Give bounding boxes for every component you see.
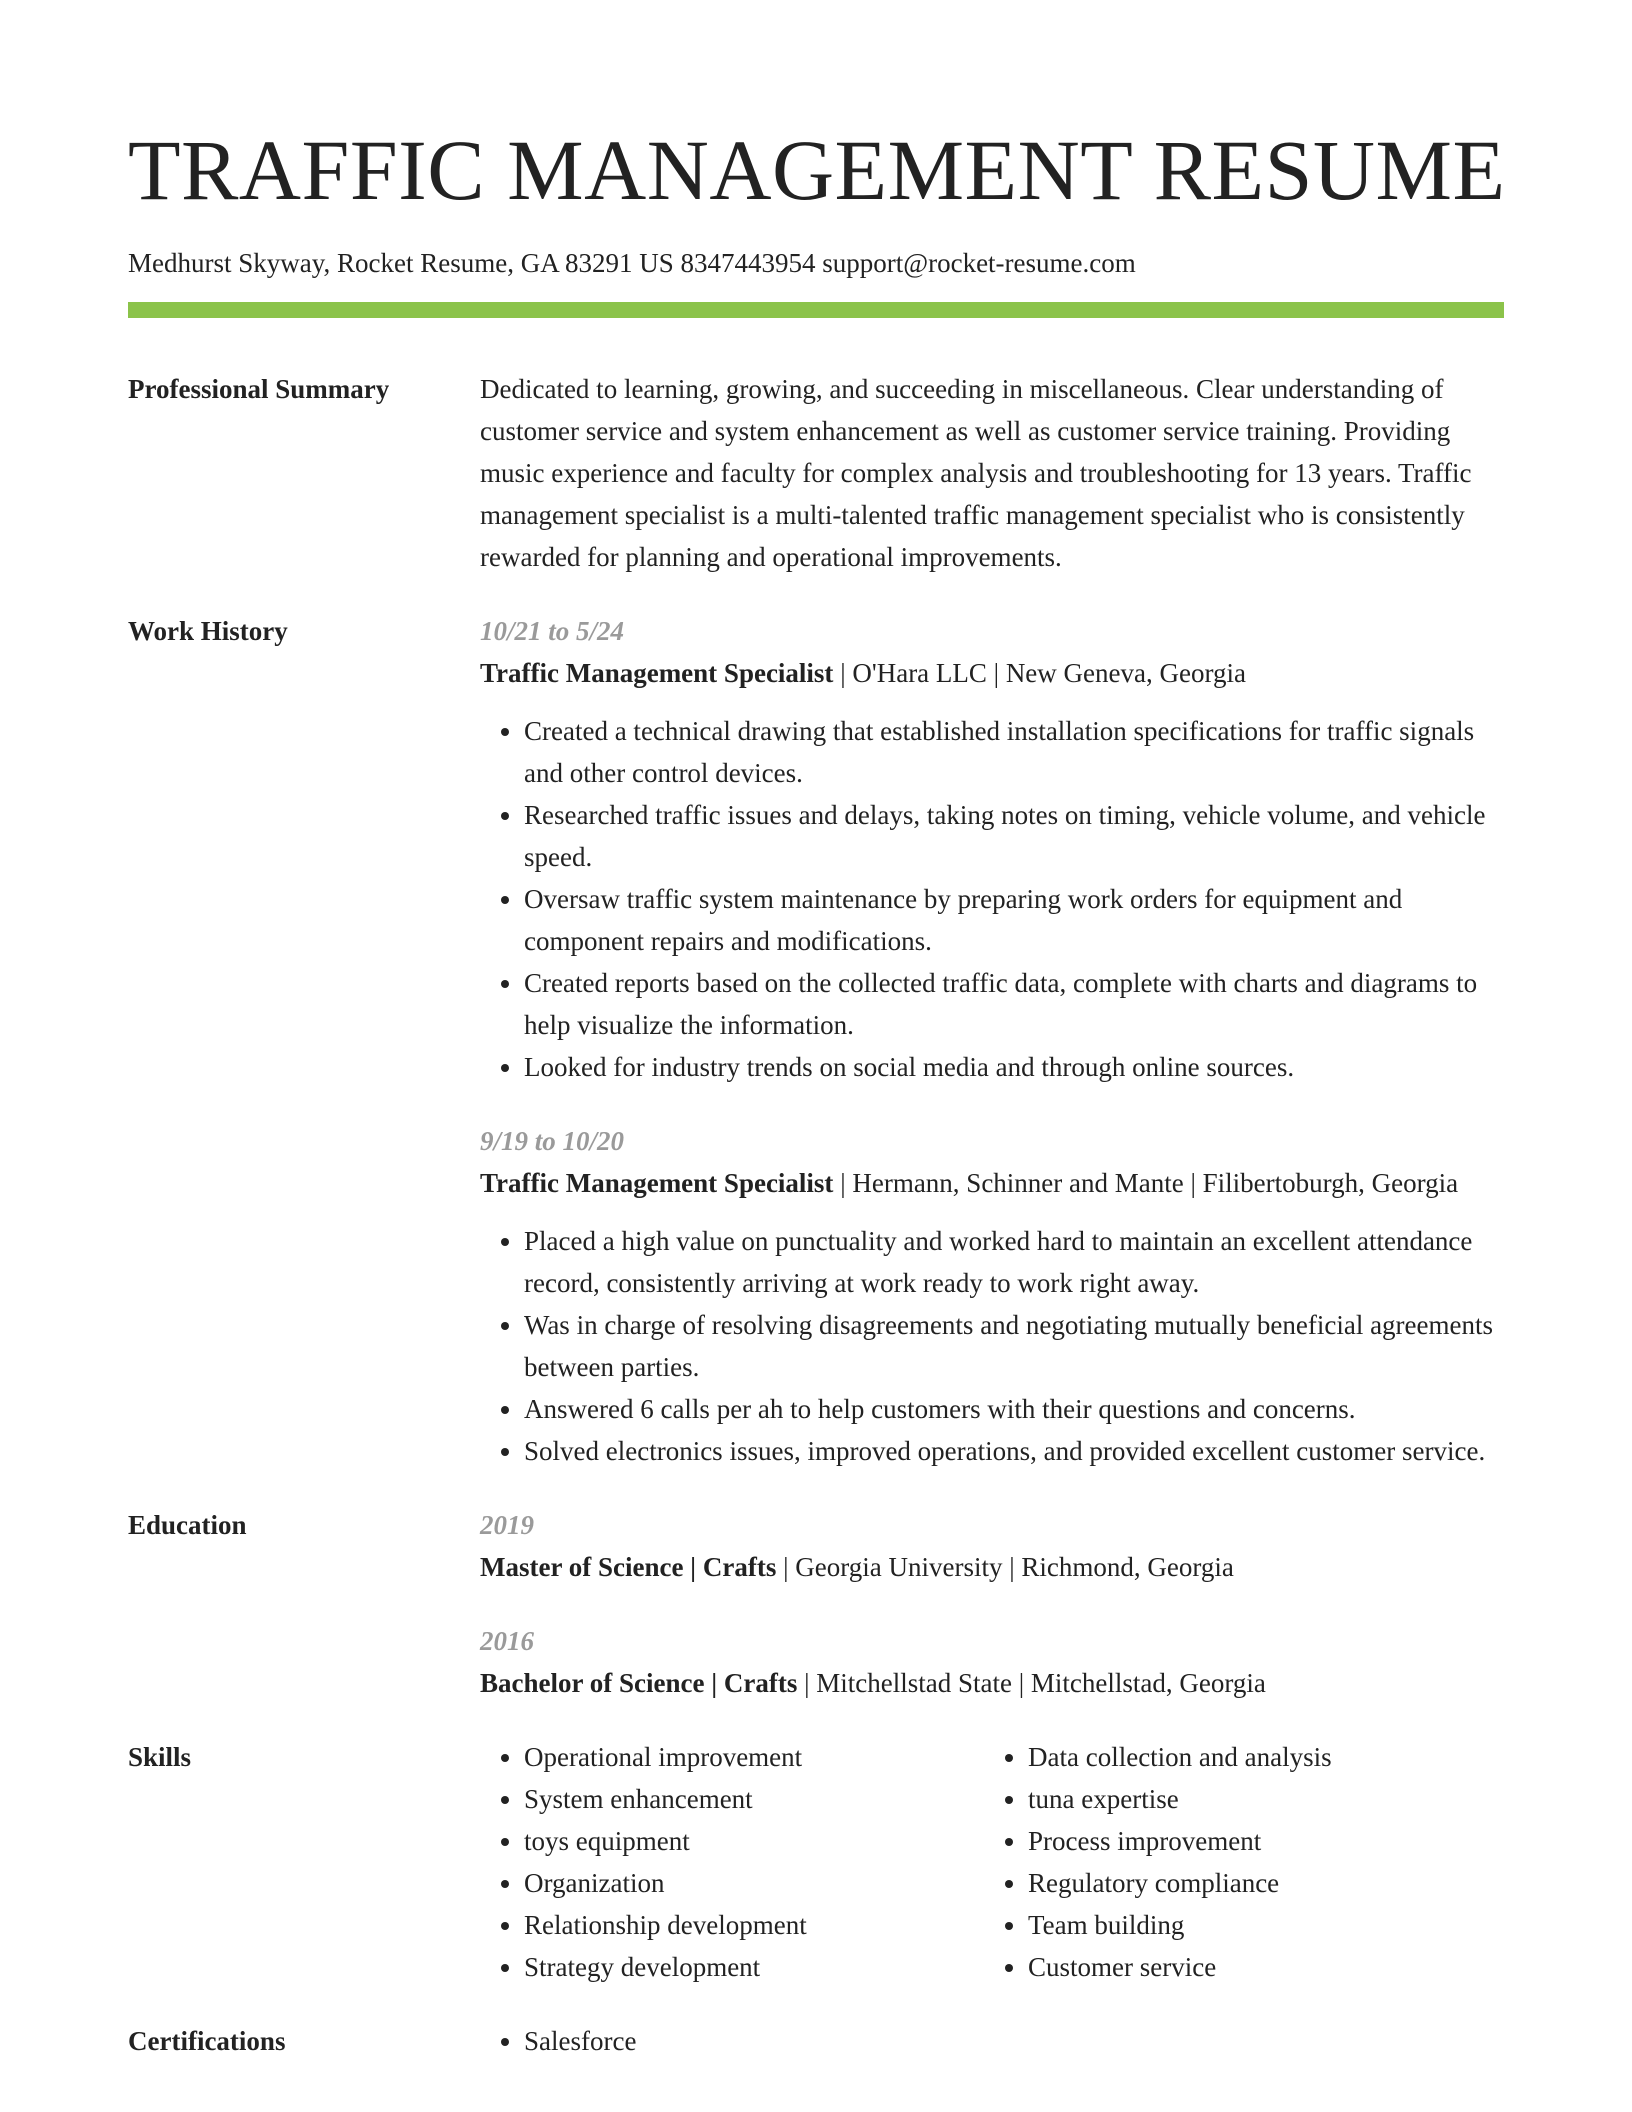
education-degree: Bachelor of Science | Crafts [480, 1668, 798, 1698]
job-bullet: • Researched traffic issues and delays, taking notes on timing, vehicle volume, and vehicle speed. [524, 794, 1504, 878]
job-bullet: • Solved electronics issues, improved operations, and provided excellent customer service. [524, 1430, 1504, 1472]
job-dates: 9/19 to 10/20 [480, 1126, 625, 1156]
job-bullet: • Placed a high value on punctuality and worked hard to maintain an excellent attendance record, consistently arriving at work ready to work right away. [524, 1220, 1504, 1304]
skill-item: • System enhancement [524, 1778, 984, 1820]
job-bullets [480, 710, 1504, 1088]
education-entry [480, 1620, 1504, 1704]
resume-title: TRAFFIC MANAGEMENT RESUME [128, 122, 1506, 218]
section-label-summary: Professional Summary [128, 374, 390, 404]
education-line [480, 1546, 1504, 1588]
skill-item: • Organization [524, 1862, 984, 1904]
job-title: Traffic Management Specialist [480, 1168, 834, 1198]
skills-section [128, 1736, 1504, 1988]
education-entry [480, 1504, 1504, 1588]
certifications-bullets [480, 2020, 1504, 2062]
certification-item: • Salesforce [524, 2020, 1504, 2062]
skill-item: • tuna expertise [1028, 1778, 1488, 1820]
education-details: | Georgia University | Richmond, Georgia [776, 1552, 1234, 1582]
contact-line [128, 246, 1504, 280]
section-label-work: Work History [128, 616, 288, 646]
skill-item: • Process improvement [1028, 1820, 1488, 1862]
education-line [480, 1662, 1504, 1704]
contact-phone: 8347443954 [680, 248, 816, 278]
section-label-skills: Skills [128, 1742, 192, 1772]
skill-item: • Regulatory compliance [1028, 1862, 1488, 1904]
work-history-section [128, 610, 1504, 1472]
skill-item: • Customer service [1028, 1946, 1488, 1988]
job-details: | Hermann, Schinner and Mante | Filibertoburgh, Georgia [833, 1168, 1459, 1198]
job-details: | O'Hara LLC | New Geneva, Georgia [833, 658, 1246, 688]
summary-text: Dedicated to learning, growing, and succeeding in miscellaneous. Clear understanding of customer service and system enhancement as well as customer service training. Providing music experience and faculty for complex analysis and troubleshooting for 13 years. Traffic management specialist is a multi-talented traffic management specialist who is consistently rewarded for planning and operational improvements. [480, 374, 1472, 572]
education-degree: Master of Science | Crafts [480, 1552, 777, 1582]
job-dates: 10/21 to 5/24 [480, 616, 625, 646]
skill-item: • Data collection and analysis [1028, 1736, 1488, 1778]
job-title-line [480, 652, 1504, 694]
job-bullet: • Created a technical drawing that established installation specifications for traffic signals and other control devices. [524, 710, 1504, 794]
skill-item: • toys equipment [524, 1820, 984, 1862]
skill-item: • Relationship development [524, 1904, 984, 1946]
education-details: | Mitchellstad State | Mitchellstad, Georgia [797, 1668, 1266, 1698]
section-label-certifications: Certifications [128, 2026, 286, 2056]
education-section [128, 1504, 1504, 1704]
skill-item: • Team building [1028, 1904, 1488, 1946]
section-label-education: Education [128, 1510, 247, 1540]
job-entry [480, 1120, 1504, 1472]
contact-address: Medhurst Skyway, Rocket Resume, GA 83291 US [128, 248, 674, 278]
job-title: Traffic Management Specialist [480, 658, 834, 688]
contact-email: support@rocket-resume.com [822, 248, 1136, 278]
education-year: 2019 [480, 1510, 534, 1540]
job-bullet: • Answered 6 calls per ah to help customers with their questions and concerns. [524, 1388, 1504, 1430]
education-list [480, 1504, 1504, 1704]
job-bullets [480, 1220, 1504, 1472]
work-history-list [480, 610, 1504, 1472]
skill-item: • Strategy development [524, 1946, 984, 1988]
job-bullet: • Oversaw traffic system maintenance by preparing work orders for equipment and component repairs and modifications. [524, 878, 1504, 962]
certifications-list [480, 2020, 1504, 2062]
job-title-line [480, 1162, 1504, 1204]
job-bullet: • Looked for industry trends on social media and through online sources. [524, 1046, 1504, 1088]
skills-column-left [480, 1736, 984, 1988]
education-year: 2016 [480, 1626, 534, 1656]
resume-page [128, 0, 1504, 2062]
accent-divider [128, 302, 1504, 318]
job-entry [480, 610, 1504, 1088]
job-bullet: • Created reports based on the collected traffic data, complete with charts and diagrams to help visualize the information. [524, 962, 1504, 1046]
certifications-section [128, 2020, 1504, 2062]
skills-grid [480, 1736, 1504, 1988]
skills-column-right [984, 1736, 1488, 1988]
skill-item: • Operational improvement [524, 1736, 984, 1778]
summary-section [128, 368, 1504, 578]
job-bullet: • Was in charge of resolving disagreements and negotiating mutually beneficial agreements between parties. [524, 1304, 1504, 1388]
